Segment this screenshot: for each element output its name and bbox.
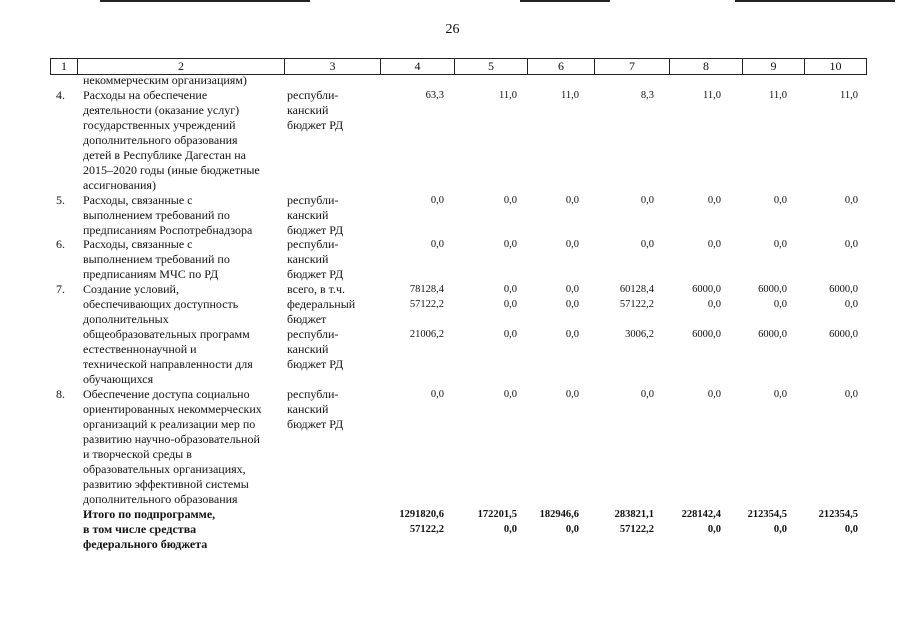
row-number: 4. (56, 88, 65, 102)
value-col6: 0,0 (565, 195, 579, 206)
value-col4: 78128,4 57122,2 21006,2 (409, 284, 444, 340)
value-col4: 0,0 (430, 389, 444, 400)
row-name: Создание условий, обеспечивающих доступность дополнительных общеобразовательных программ естественнонаучной и технической направленности для обучающихся (83, 282, 253, 386)
row-source: республи- канский бюджет РД (287, 193, 344, 237)
value-col7: 8,3 (640, 90, 654, 101)
total-col4: 1291820,6 57122,2 (399, 509, 444, 535)
value-col7: 0,0 (640, 389, 654, 400)
total-col10: 212354,5 0,0 (818, 509, 858, 535)
top-border-right (520, 0, 610, 2)
value-col4: 63,3 (425, 90, 444, 101)
row-source: республи- канский бюджет РД (287, 387, 344, 431)
value-col9: 6000,0 0,0 6000,0 (758, 284, 787, 340)
row-name: Расходы, связанные с выполнением требований по предписаниям МЧС по РД (83, 237, 230, 281)
total-label: Итого по подпрограмме, в том числе средства федерального бюджета (83, 507, 216, 551)
value-col5: 0,0 (503, 195, 517, 206)
col-header: 3 (285, 59, 381, 74)
col-header: 2 (78, 59, 285, 74)
value-col4: 0,0 (430, 195, 444, 206)
col-header: 4 (381, 59, 455, 74)
row-source: республи- канский бюджет РД (287, 88, 344, 132)
value-col5: 11,0 (499, 90, 517, 101)
total-col5: 172201,5 0,0 (477, 509, 517, 535)
value-col7: 0,0 (640, 195, 654, 206)
row-source: всего, в т.ч. федеральный бюджет республи- канский бюджет РД (287, 282, 356, 371)
value-col10: 0,0 (844, 239, 858, 250)
col-header: 10 (829, 59, 842, 73)
col-header: 9 (743, 59, 805, 74)
value-col8: 11,0 (703, 90, 721, 101)
col-header: 7 (595, 59, 670, 74)
value-col10: 11,0 (840, 90, 858, 101)
value-col8: 6000,0 0,0 6000,0 (692, 284, 721, 340)
total-col9: 212354,5 0,0 (747, 509, 787, 535)
value-col5: 0,0 0,0 0,0 (503, 284, 517, 340)
top-border-far-right (735, 0, 895, 2)
value-col5: 0,0 (503, 389, 517, 400)
row-number: 8. (56, 387, 65, 401)
total-col7: 283821,1 57122,2 (614, 509, 654, 535)
col-header: 6 (528, 59, 595, 74)
col-header: 1 (51, 59, 78, 74)
value-col6: 0,0 (565, 239, 579, 250)
value-col4: 0,0 (430, 239, 444, 250)
row-number: 7. (56, 282, 65, 296)
value-col10: 0,0 (844, 389, 858, 400)
value-col9: 0,0 (773, 195, 787, 206)
value-col9: 11,0 (769, 90, 787, 101)
row-number: 5. (56, 193, 65, 207)
row-name: Расходы, связанные с выполнением требований по предписаниям Роспотребнадзора (83, 193, 253, 237)
value-col7: 60128,4 57122,2 3006,2 (619, 284, 654, 340)
col-header: 5 (455, 59, 528, 74)
total-col8: 228142,4 0,0 (681, 509, 721, 535)
row-source: республи- канский бюджет РД (287, 237, 344, 281)
value-col10: 6000,0 0,0 6000,0 (829, 284, 858, 340)
col-header: 8 (670, 59, 743, 74)
value-col6: 11,0 (561, 90, 579, 101)
page-number: 26 (445, 22, 460, 37)
value-col9: 0,0 (773, 239, 787, 250)
value-col6: 0,0 0,0 0,0 (565, 284, 579, 340)
row-name: Расходы на обеспечение деятельности (оказание услуг) государственных учреждений дополнительного образования детей в Республике Дагестан на 2015–2020 годы (иные бюджетные ассигнования) (83, 88, 260, 192)
value-col7: 0,0 (640, 239, 654, 250)
value-col9: 0,0 (773, 389, 787, 400)
value-col5: 0,0 (503, 239, 517, 250)
continuation-text: некоммерческим организациям) (83, 73, 247, 87)
total-col6: 182946,6 0,0 (539, 509, 579, 535)
value-col8: 0,0 (707, 389, 721, 400)
row-name: Обеспечение доступа социально ориентированных некоммерческих организаций к реализации мер по развитию научно-образовательной и творческой среды в образовательных организациях, развитию эффективной системы дополнительного образования (83, 387, 262, 506)
top-border-left (100, 0, 310, 2)
value-col6: 0,0 (565, 389, 579, 400)
value-col8: 0,0 (707, 195, 721, 206)
row-number: 6. (56, 237, 65, 251)
value-col8: 0,0 (707, 239, 721, 250)
value-col10: 0,0 (844, 195, 858, 206)
